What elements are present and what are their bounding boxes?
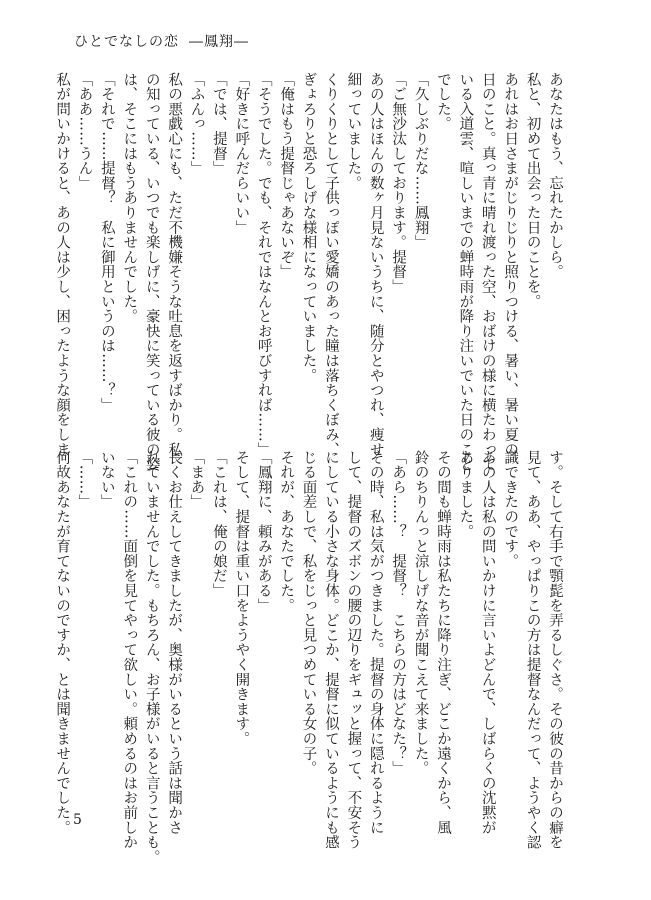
text-line: 細っていました。 bbox=[345, 72, 362, 191]
text-line: いない」 bbox=[98, 450, 115, 510]
text-line: 「そうでした。でも、それではなんとお呼びすれば……」 bbox=[255, 72, 272, 457]
text-line: 何故あなたが育てないのですか、とは聞きませんでした。 bbox=[54, 450, 71, 835]
text-line: 鈴のちりんっと涼しげな音が聞こえて来ました。 bbox=[412, 450, 429, 776]
text-line: 「それで……提督？ 私に御用というのは……？」 bbox=[98, 72, 115, 413]
text-line: 「ご無沙汰しております。提督」 bbox=[390, 72, 407, 294]
text-line: 「好きに呼んだらいい」 bbox=[233, 72, 250, 235]
text-line: あれはお日さまがじりじりと照りつける、暑い、暑い夏の bbox=[502, 72, 519, 457]
text-line: 「鳳翔に、頼みがある」 bbox=[255, 450, 272, 613]
text-line: は、そこにはもうありませんでした。 bbox=[121, 72, 138, 324]
text-line: くりくりとして子供っぽい愛嬌のあった瞳は落ちくぼみ、 bbox=[322, 72, 339, 457]
text-line: あの人はほんの数ヶ月見ないうちに、随分とやつれ、痩せ bbox=[367, 72, 384, 457]
text-line: 見て、ああ、やっぱりこの方は提督なんだって、ようやく認 bbox=[524, 450, 541, 850]
text-line: でした。 bbox=[434, 72, 451, 132]
text-line: そして、提督は重い口をようやく開きます。 bbox=[233, 450, 250, 746]
text-line: 「ああ……うん」 bbox=[76, 72, 93, 191]
text-line: 私の悪戯心にも、ただ不機嫌そうな吐息を返すばかり。私 bbox=[166, 72, 183, 457]
page-number: 5 bbox=[73, 812, 82, 828]
text-line: 「では、提督」 bbox=[210, 72, 227, 176]
text-line: にしている小さな身体。どこか、提督に似ているようにも感 bbox=[322, 450, 339, 850]
text-line: あなたはもう、忘れたかしら。 bbox=[547, 72, 563, 280]
text-line: ぎょろりと恐ろしげな様相になっていました。 bbox=[300, 72, 317, 383]
text-line: して、提督のズボンの腰の辺りをギュッと握って、不安そう bbox=[345, 450, 362, 850]
text-line: す。そして右手で顎髭を弄るしぐさ。その彼の昔からの癖を bbox=[547, 450, 563, 850]
text-line: その時、私は気がつきました。提督の身体に隠れるように bbox=[367, 450, 384, 835]
text-line: の知っている、いつでも楽しげに、豪快に笑っている彼の姿 bbox=[143, 72, 160, 472]
text-line: 「久しぶりだな……鳳翔」 bbox=[412, 72, 429, 250]
text-line: その間も蝉時雨は私たちに降り注ぎ、どこか遠くから、風 bbox=[434, 450, 451, 835]
text-line: 「ふんっ……」 bbox=[188, 72, 205, 176]
text-line: 「俺はもう提督じゃあないぞ」 bbox=[278, 72, 295, 280]
text-line: いる入道雲、喧しいまでの蝉時雨が降り注いでいた日のこと bbox=[457, 72, 474, 472]
text-line: 「これの……面倒を見てやって欲しい。頼めるのはお前しか bbox=[121, 450, 138, 850]
header-title: ひとでなしの恋 bbox=[74, 34, 179, 50]
text-line: 「まあ」 bbox=[188, 450, 205, 510]
text-line: れていませんでした。もちろん、お子様がいると言うことも。 bbox=[143, 450, 160, 865]
text-line: 「……」 bbox=[76, 450, 93, 510]
header-subtitle: ―鳳翔― bbox=[189, 34, 249, 50]
text-line: 日のこと。真っ青に晴れ渡った空、おばけの様に横たわって bbox=[479, 72, 496, 472]
text-line: あの人は私の問いかけに言いよどんで、しばらくの沈黙が bbox=[479, 450, 496, 835]
text-line: ありました。 bbox=[457, 450, 474, 539]
text-line: それが、あなたでした。 bbox=[278, 450, 295, 613]
text-line: 長くお仕えしてきましたが、奥様がいるという話は聞かさ bbox=[166, 450, 183, 835]
text-line: 「これは、俺の娘だ」 bbox=[210, 450, 227, 598]
lower-text-block bbox=[54, 450, 566, 865]
running-header bbox=[74, 31, 249, 51]
text-line: 私と、初めて出会った日のことを。 bbox=[524, 72, 541, 309]
upper-text-block bbox=[54, 72, 566, 472]
text-line: じる面差しで、私をじっと見つめている女の子。 bbox=[300, 450, 317, 776]
text-line: 私が問いかけると、あの人は少し、困ったような顔をしま bbox=[54, 72, 71, 457]
text-line: 識できたのです。 bbox=[502, 450, 519, 569]
text-line: 「あら……？ 提督？ こちらの方はどなた？」 bbox=[390, 450, 407, 776]
